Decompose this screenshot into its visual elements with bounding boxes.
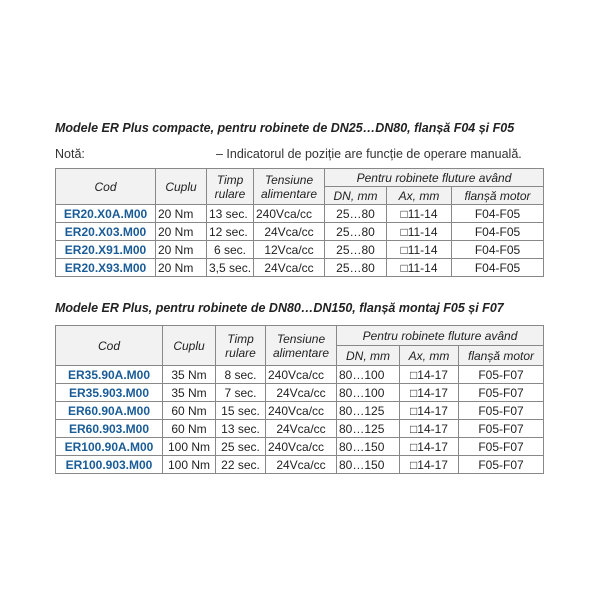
cell-dn: 25…80 [325,223,387,241]
cell-dn: 25…80 [325,259,387,277]
table-row [56,402,544,420]
cell-flansa: F04-F05 [452,259,544,277]
cell-cod: ER100.903.M00 [56,456,163,474]
header-ax: Ax, mm [400,346,459,366]
cell-dn: 25…80 [325,205,387,223]
cell-dn: 80…100 [337,366,400,384]
header-timp [216,326,266,366]
header-tensiune [254,169,325,205]
cell-tensiune: 24Vca/cc [266,384,337,402]
cell-timp: 6 sec. [207,241,254,259]
cell-cuplu: 20 Nm [156,241,207,259]
cell-tensiune: 240Vca/cc [266,438,337,456]
cell-flansa: F04-F05 [452,241,544,259]
cell-flansa: F05-F07 [459,420,544,438]
table-row [56,384,544,402]
header-tensiune [266,326,337,366]
cell-tensiune: 24Vca/cc [254,223,325,241]
header-timp-line1: Timp [227,331,254,346]
cell-cuplu: 60 Nm [163,420,216,438]
cell-flansa: F05-F07 [459,366,544,384]
cell-ax: □11-14 [387,259,452,277]
cell-cod: ER35.90A.M00 [56,366,163,384]
cell-ax: □11-14 [387,241,452,259]
cell-timp: 15 sec. [216,402,266,420]
cell-cod: ER20.X03.M00 [56,223,156,241]
cell-cod: ER35.903.M00 [56,384,163,402]
cell-cuplu: 100 Nm [163,438,216,456]
cell-timp: 12 sec. [207,223,254,241]
cell-cuplu: 35 Nm [163,366,216,384]
note-text: – Indicatorul de poziție are funcție de operare manuală. [216,147,522,161]
section2-title: Modele ER Plus, pentru robinete de DN80…DN150, flanșă montaj F05 și F07 [55,301,504,315]
header-tensiune-line1: Tensiune [276,331,326,346]
header-group: Pentru robinete fluture având [337,326,544,346]
cell-dn: 80…125 [337,420,400,438]
header-ax: Ax, mm [387,187,452,205]
cell-ax: □14-17 [400,456,459,474]
cell-tensiune: 12Vca/cc [254,241,325,259]
header-cod: Cod [56,169,156,205]
header-timp-line1: Timp [216,172,244,187]
section1-title: Modele ER Plus compacte, pentru robinete de DN25…DN80, flanșă F04 și F05 [55,121,515,135]
standard-models-table [55,325,544,474]
cell-cod: ER60.90A.M00 [56,402,163,420]
cell-timp: 3,5 sec. [207,259,254,277]
cell-tensiune: 240Vca/cc [266,366,337,384]
header-flansa: flanșă motor [459,346,544,366]
cell-cuplu: 60 Nm [163,402,216,420]
header-timp-line2: rulare [214,186,246,201]
header-tensiune-line2: alimentare [272,345,330,360]
cell-cod: ER100.90A.M00 [56,438,163,456]
cell-timp: 22 sec. [216,456,266,474]
header-cuplu: Cuplu [156,169,207,205]
cell-timp: 7 sec. [216,384,266,402]
header-timp-line2: rulare [225,345,256,360]
table-row [56,420,544,438]
cell-dn: 25…80 [325,241,387,259]
note-label: Notă: [55,147,85,161]
cell-ax: □14-17 [400,402,459,420]
table-row [56,241,544,259]
cell-flansa: F05-F07 [459,438,544,456]
cell-dn: 80…125 [337,402,400,420]
cell-cuplu: 20 Nm [156,205,207,223]
cell-cuplu: 100 Nm [163,456,216,474]
table-row [56,223,544,241]
cell-ax: □14-17 [400,438,459,456]
cell-ax: □11-14 [387,223,452,241]
cell-tensiune: 240Vca/cc [254,205,325,223]
cell-flansa: F04-F05 [452,223,544,241]
cell-flansa: F05-F07 [459,402,544,420]
cell-cuplu: 35 Nm [163,384,216,402]
cell-ax: □14-17 [400,384,459,402]
header-dn: DN, mm [337,346,400,366]
cell-dn: 80…100 [337,384,400,402]
cell-tensiune: 24Vca/cc [266,420,337,438]
cell-ax: □11-14 [387,205,452,223]
header-cuplu: Cuplu [163,326,216,366]
cell-tensiune: 24Vca/cc [266,456,337,474]
header-dn: DN, mm [325,187,387,205]
table-row [56,438,544,456]
cell-tensiune: 240Vca/cc [266,402,337,420]
header-tensiune-line1: Tensiune [264,172,314,187]
cell-timp: 8 sec. [216,366,266,384]
cell-timp: 25 sec. [216,438,266,456]
cell-flansa: F05-F07 [459,384,544,402]
cell-ax: □14-17 [400,420,459,438]
header-cod: Cod [56,326,163,366]
cell-timp: 13 sec. [216,420,266,438]
table-row [56,205,544,223]
table-row [56,366,544,384]
cell-tensiune: 24Vca/cc [254,259,325,277]
compact-models-table [55,168,544,277]
cell-cod: ER60.903.M00 [56,420,163,438]
header-group: Pentru robinete fluture având [325,169,544,187]
header-flansa: flanșă motor [452,187,544,205]
cell-cod: ER20.X0A.M00 [56,205,156,223]
cell-flansa: F05-F07 [459,456,544,474]
header-tensiune-line2: alimentare [260,186,318,201]
header-timp [207,169,254,205]
cell-ax: □14-17 [400,366,459,384]
cell-cod: ER20.X93.M00 [56,259,156,277]
cell-timp: 13 sec. [207,205,254,223]
cell-dn: 80…150 [337,438,400,456]
cell-cod: ER20.X91.M00 [56,241,156,259]
table-row [56,456,544,474]
cell-dn: 80…150 [337,456,400,474]
cell-cuplu: 20 Nm [156,223,207,241]
cell-flansa: F04-F05 [452,205,544,223]
cell-cuplu: 20 Nm [156,259,207,277]
table-row [56,259,544,277]
